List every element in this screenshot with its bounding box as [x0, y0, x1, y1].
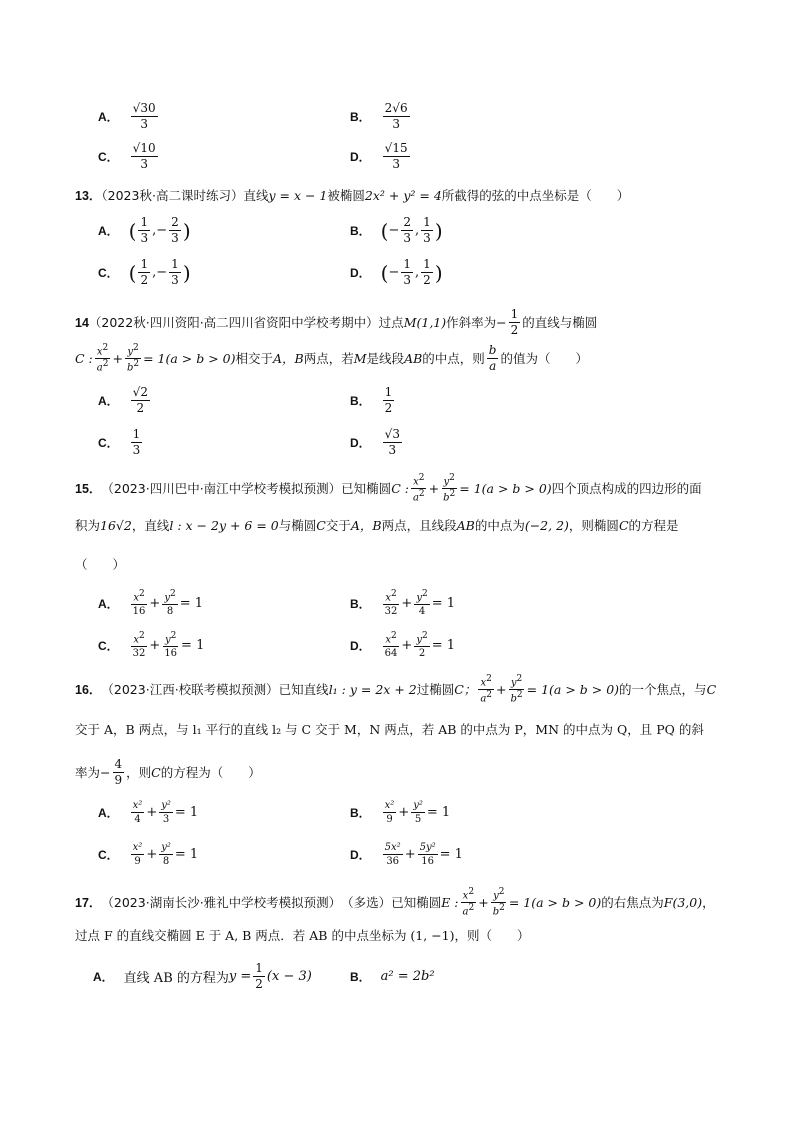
q12-option-d[interactable]: D． $\frac{√15}{3}$: [350, 141, 408, 172]
q15-option-d[interactable]: D． $\frac{x2}{64}$ + $\frac{y2}{2}$ = 1: [350, 631, 455, 660]
q14-option-c[interactable]: C． $\frac{1}{3}$: [98, 427, 141, 458]
q12-option-a[interactable]: A． $\frac{√30}{3}$: [98, 101, 156, 132]
fraction: $\frac{√30}{3}$: [132, 101, 156, 132]
q16-option-c[interactable]: C． $\frac{\text{x²}}{9}$ + $\frac{\text{y²}}{8}$ = 1: [98, 842, 199, 867]
q15-stem-line1: 15． （2023·四川巴中·南江中学校考模拟预测） 已知椭圆 C : $\frac{x2}{a2}$ + $\frac{y2}{b2}$ = 1(a > b > 0) 四个顶点构成的四边形的面: [75, 473, 702, 504]
q16-option-b[interactable]: B． $\frac{\text{x²}}{9}$ + $\frac{\text{y²}}{5}$ = 1: [350, 800, 451, 825]
fraction: $\frac{√15}{3}$: [384, 141, 408, 172]
q17-option-b[interactable]: B． a² = 2b²: [350, 969, 435, 984]
q13-option-c[interactable]: C． ( $\frac{1}{2}$ , − $\frac{1}{3}$ ): [98, 257, 191, 288]
q12-option-c[interactable]: C． $\frac{√10}{3}$: [98, 141, 156, 172]
q16-stem-line3: 率为 − $\frac{4}{9}$ ，则 C 的方程为（ ）: [75, 757, 261, 788]
q16-option-d[interactable]: D． $\frac{\text{5x²}}{36}$ + $\frac{\text{5y²}}{16}$ = 1: [350, 842, 463, 867]
q14-stem-line2: C : $\frac{x2}{a2}$ + $\frac{y2}{b2}$ = 1(a > b > 0) 相交于 A，B 两点，若 M 是线段 AB 的中点，则 $\frac{b}{a}$ 的值为（ ）: [75, 343, 588, 374]
fraction: $\frac{√10}{3}$: [132, 141, 156, 172]
q16-option-a[interactable]: A． $\frac{\text{x²}}{4}$ + $\frac{\text{y²}}{3}$ = 1: [98, 800, 199, 825]
q13-stem: 13．（2023秋·高二课时练习）直线y = x − 1被椭圆2x² + y² = 4所截得的弦的中点坐标是（ ）: [75, 188, 630, 203]
fraction: $\frac{2√6}{3}$: [384, 101, 408, 132]
q17-option-a[interactable]: A． 直线 AB 的方程为 y = $\frac{1}{2}$ (x − 3): [93, 961, 312, 992]
q17-stem-line1: 17． （2023·湖南长沙·雅礼中学校考模拟预测） （多选） 已知椭圆 E : $\frac{x2}{a2}$ + $\frac{y2}{b2}$ = 1(a > b > 0) 的右焦点为 F(3,0) ，: [75, 887, 715, 918]
q16-stem-line1: 16． （2023·江西·校联考模拟预测） 已知直线 l₁ : y = 2x + 2 过椭圆 C； $\frac{x2}{a2}$ + $\frac{y2}{b2}$ = 1(a > b > 0) 的一个焦点，与 C: [75, 674, 717, 705]
q15-stem-line3: （ ）: [75, 557, 126, 572]
q15-option-a[interactable]: A． $\frac{x2}{16}$ + $\frac{y2}{8}$ = 1: [98, 589, 203, 618]
q14-option-d[interactable]: D． $\frac{√3}{3}$: [350, 427, 400, 458]
q14-option-a[interactable]: A． $\frac{√2}{2}$: [98, 385, 148, 416]
q13-option-a[interactable]: A． ( $\frac{1}{3}$ , − $\frac{2}{3}$ ): [98, 215, 191, 246]
q15-option-c[interactable]: C． $\frac{x2}{32}$ + $\frac{y2}{16}$ = 1: [98, 631, 205, 660]
q12-option-b[interactable]: B． $\frac{2√6}{3}$: [350, 101, 408, 132]
q13-option-d[interactable]: D． ( − $\frac{1}{3}$ , $\frac{1}{2}$ ): [350, 257, 443, 288]
q13-option-b[interactable]: B． ( − $\frac{2}{3}$ , $\frac{1}{3}$ ): [350, 215, 443, 246]
q17-stem-line2: 过点 F 的直线交椭圆 E 于 A, B 两点．若 AB 的中点坐标为 (1, −1)，则（ ）: [75, 928, 530, 943]
q14-option-b[interactable]: B． $\frac{1}{2}$: [350, 385, 393, 416]
q15-stem-line2: 积为16√2，直线l : x − 2y + 6 = 0与椭圆C交于A，B两点，且线段AB的中点为(−2, 2)，则椭圆C的方程是: [75, 518, 679, 533]
q14-stem-line1: 14 （2022秋·四川资阳·高二四川省资阳中学校考期中） 过点 M(1,1) 作斜率为 − $\frac{1}{2}$ 的直线与椭圆: [75, 307, 598, 338]
q15-option-b[interactable]: B． $\frac{x2}{32}$ + $\frac{y2}{4}$ = 1: [350, 589, 455, 618]
q16-stem-line2: 交于 A，B 两点，与 l₁ 平行的直线 l₂ 与 C 交于 M，N 两点，若 AB 的中点为 P，MN 的中点为 Q，且 PQ 的斜: [75, 722, 704, 737]
